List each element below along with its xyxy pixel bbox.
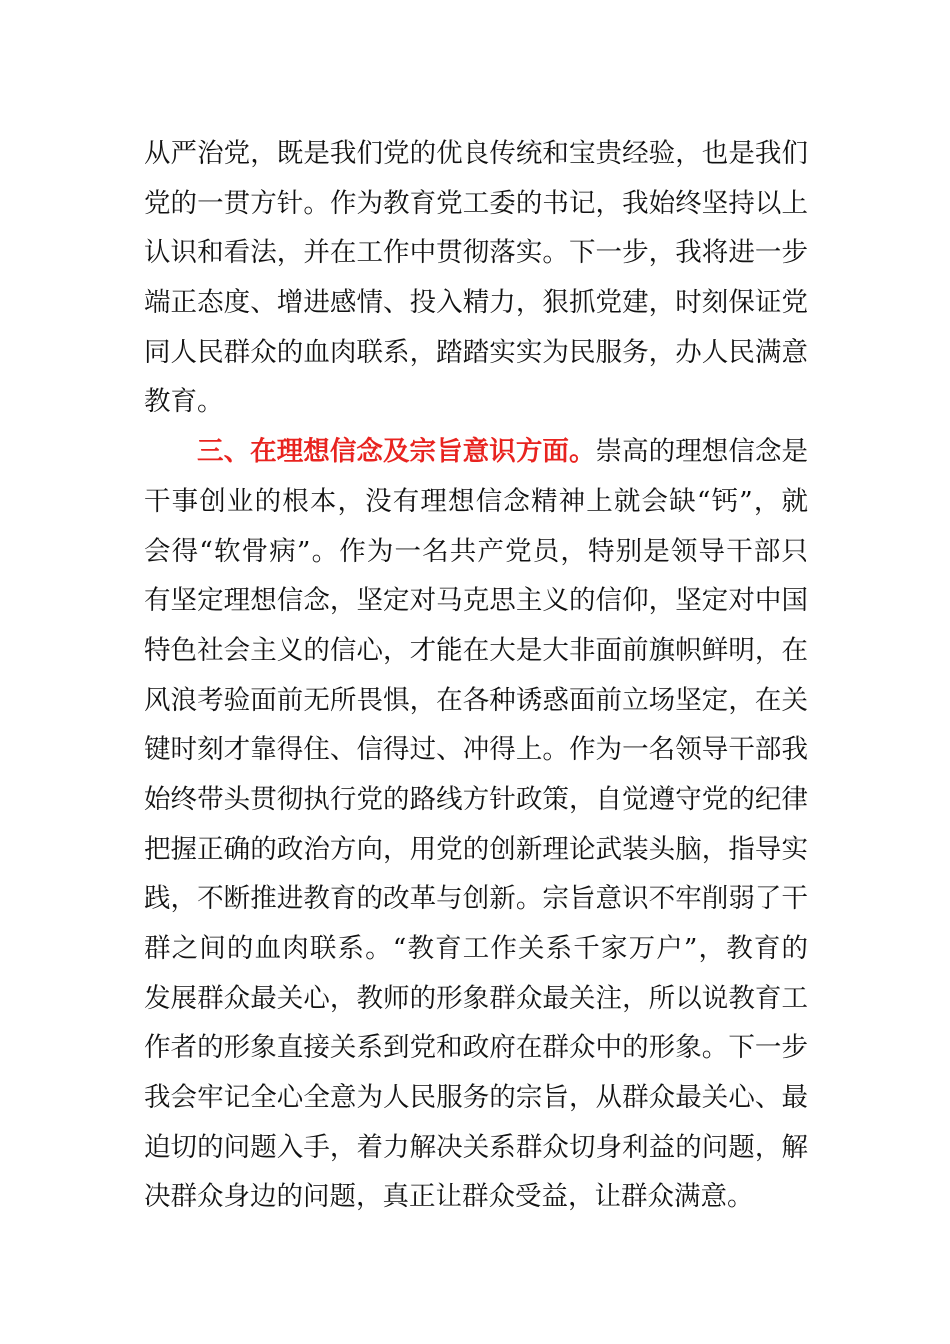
document-body <box>144 129 808 1222</box>
text-line: 群之间的血肉联系。“教育工作关系千家万户”，教育的 <box>144 933 808 964</box>
text-line: 把握正确的政治方向，用党的创新理论武装头脑，指导实 <box>144 833 808 865</box>
text-line: 教育。 <box>144 386 224 418</box>
text-line: 从严治党，既是我们党的优良传统和宝贵经验，也是我们 <box>144 138 808 169</box>
text-line-first <box>144 427 808 477</box>
text-line: 有坚定理想信念，坚定对马克思主义的信仰，坚定对中国 <box>144 585 808 617</box>
text-line: 干事创业的根本，没有理想信念精神上就会缺“钙”，就 <box>144 485 808 517</box>
text-line: 键时刻才靠得住、信得过、冲得上。作为一名领导干部我 <box>144 734 808 766</box>
text-line: 认识和看法，并在工作中贯彻落实。下一步，我将进一步 <box>144 237 808 269</box>
text-line: 同人民群众的血肉联系，踏踏实实为民服务，办人民满意 <box>144 336 808 368</box>
section-heading: 三、在理想信念及宗旨意识方面。 <box>197 436 596 468</box>
text-line: 特色社会主义的信心，才能在大是大非面前旗帜鲜明，在 <box>144 634 808 666</box>
text-line: 风浪考验面前无所畏惧，在各种诱惑面前立场坚定，在关 <box>144 684 808 716</box>
paragraph-ideals-and-purpose <box>144 427 808 1222</box>
text-line: 党的一贯方针。作为教育党工委的书记，我始终坚持以上 <box>144 187 808 219</box>
paragraph-party-governance <box>144 129 808 427</box>
text-line: 会得“软骨病”。作为一名共产党员，特别是领导干部只 <box>144 535 808 567</box>
text-line: 决群众身边的问题，真正让群众受益，让群众满意。 <box>144 1181 754 1213</box>
text-line: 作者的形象直接关系到党和政府在群众中的形象。下一步 <box>144 1032 808 1064</box>
text-line: 发展群众最关心，教师的形象群众最关注，所以说教育工 <box>144 982 808 1014</box>
text-line: 端正态度、增进感情、投入精力，狠抓党建，时刻保证党 <box>144 287 808 319</box>
text-line: 始终带头贯彻执行党的路线方针政策，自觉遵守党的纪律 <box>144 783 808 815</box>
text-line-rest: 崇高的理想信念是 <box>595 436 808 468</box>
text-line: 我会牢记全心全意为人民服务的宗旨，从群众最关心、最 <box>144 1082 808 1114</box>
text-line: 迫切的问题入手，着力解决关系群众切身利益的问题，解 <box>144 1131 808 1163</box>
text-line: 践，不断推进教育的改革与创新。宗旨意识不牢削弱了干 <box>144 883 808 915</box>
